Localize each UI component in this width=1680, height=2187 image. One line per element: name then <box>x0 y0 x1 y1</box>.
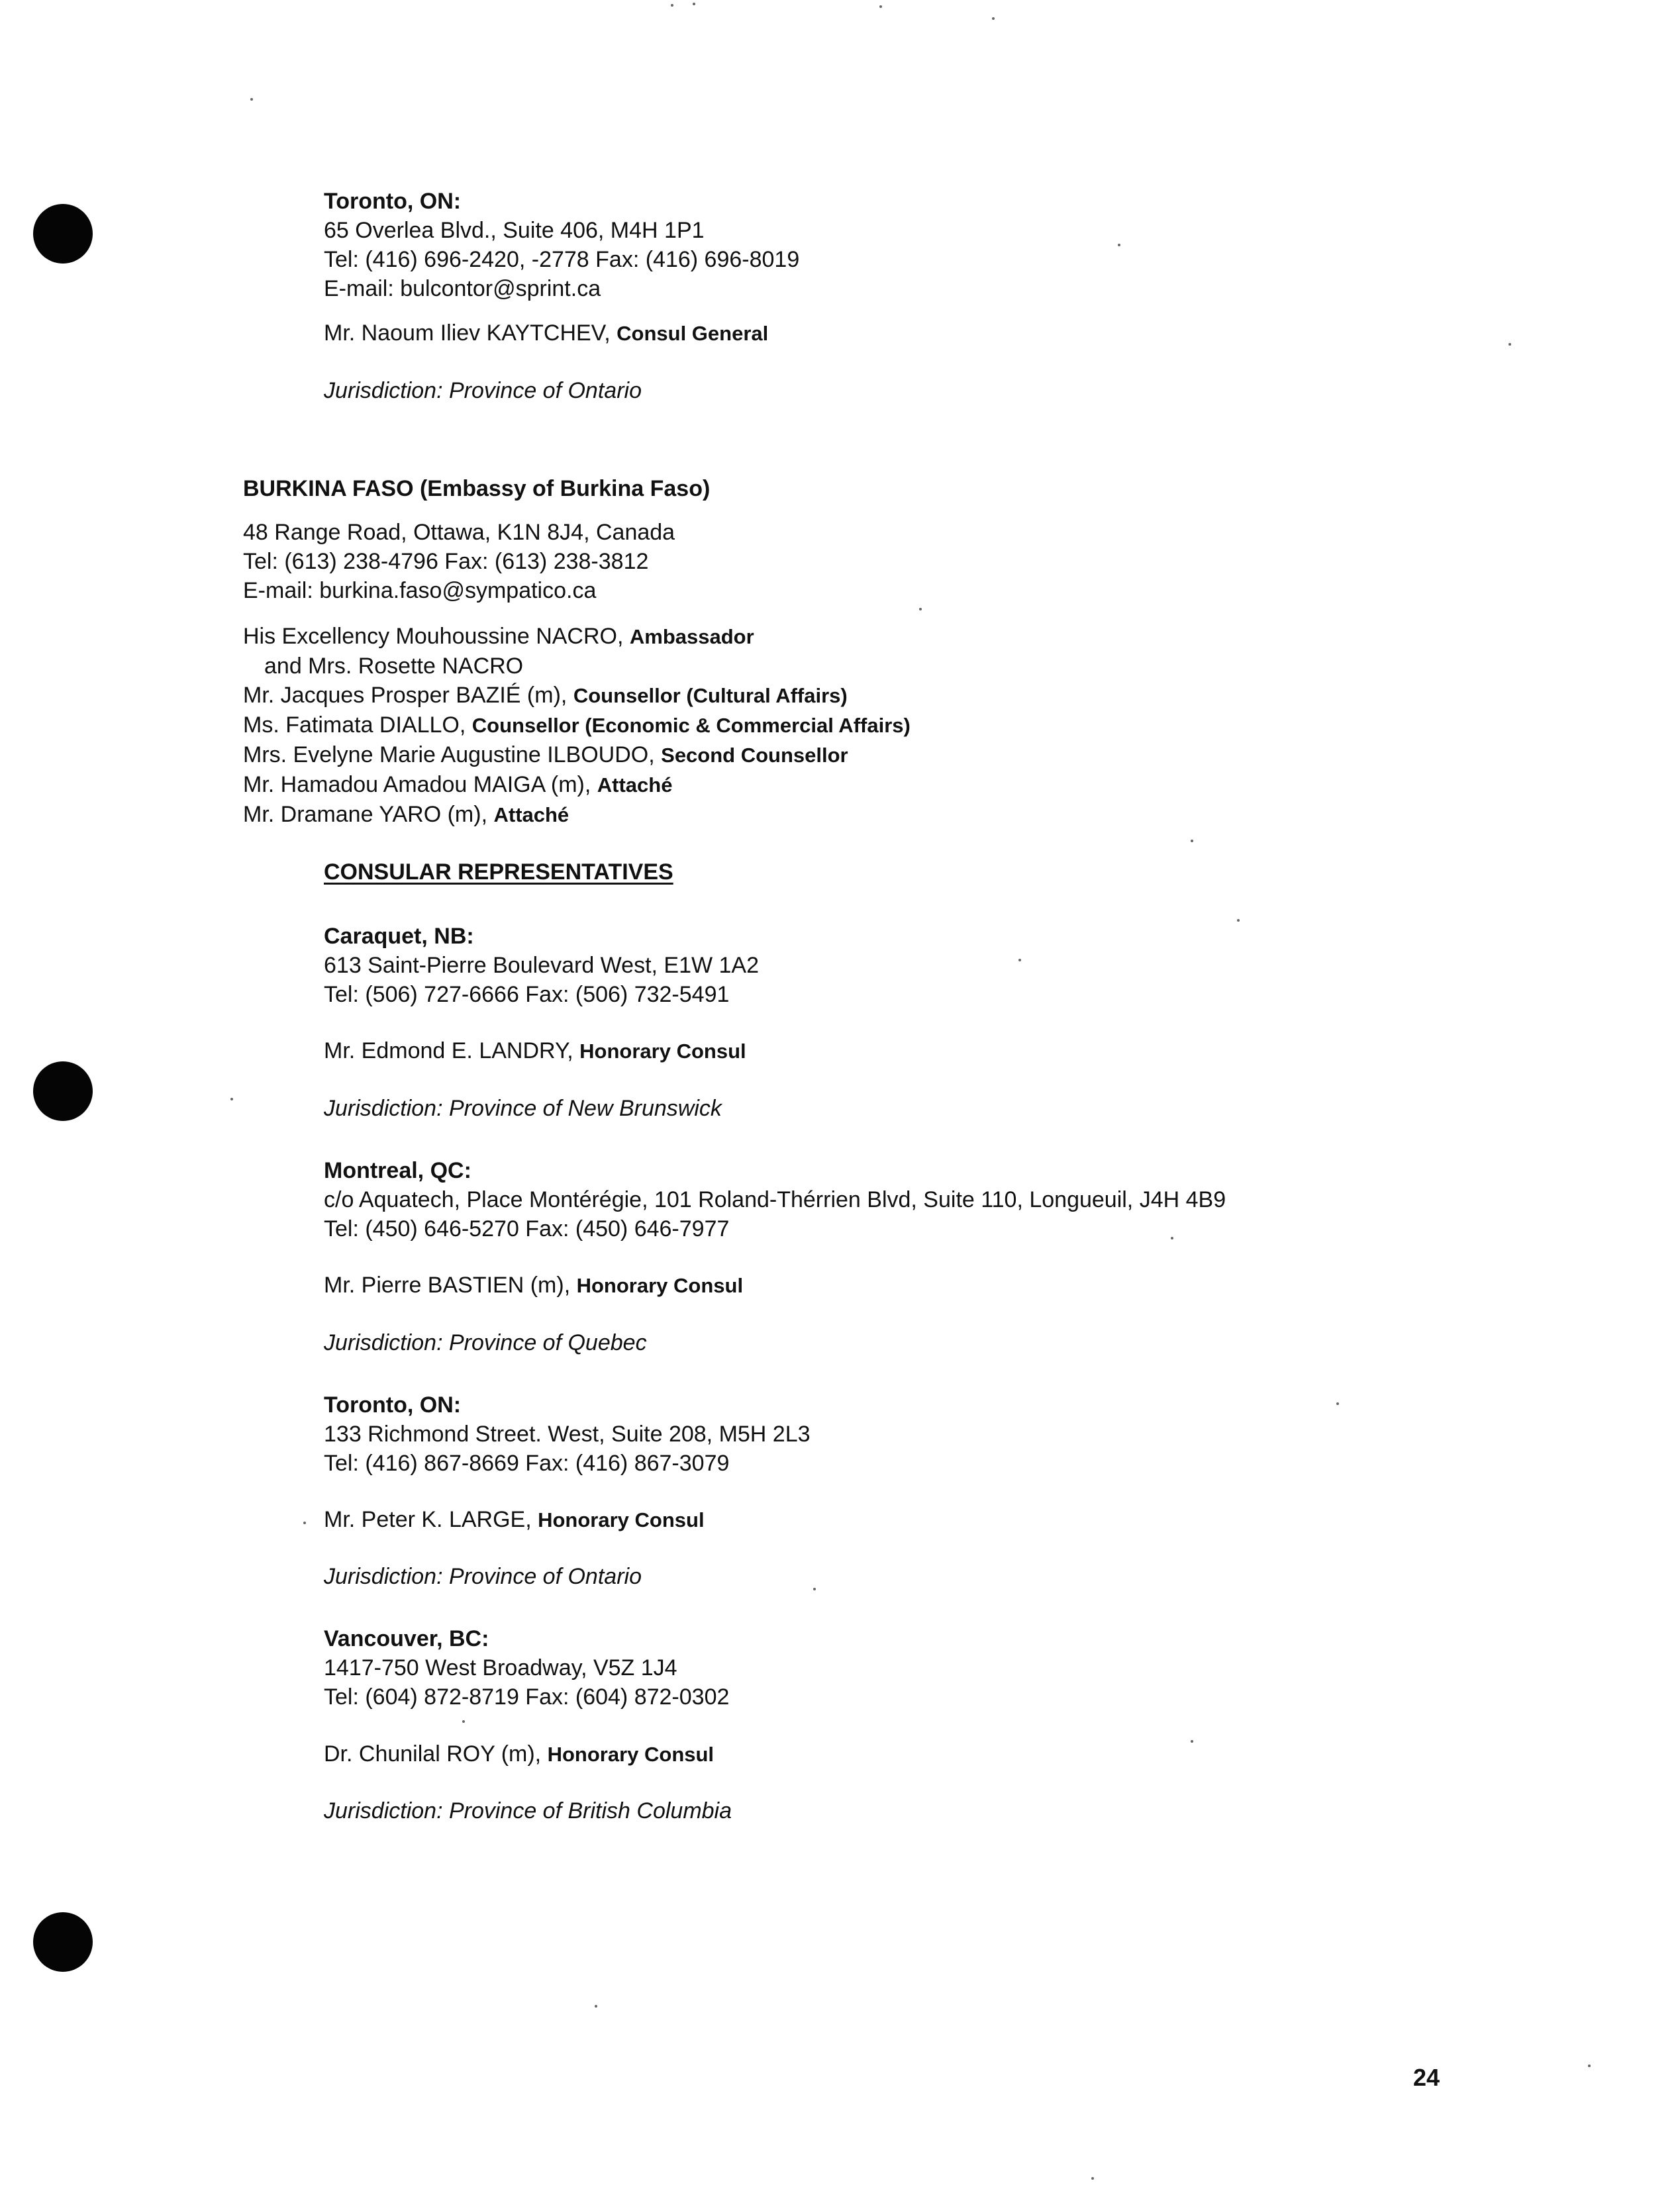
embassy-contact <box>243 518 675 605</box>
city-heading: Montreal, QC: <box>324 1158 471 1183</box>
representative <box>324 1505 705 1535</box>
city-heading: Toronto, ON: <box>324 1392 462 1418</box>
city-heading: Caraquet, NB: <box>324 924 474 949</box>
address: 133 Richmond Street. West, Suite 208, M5H 2L3 <box>324 1422 811 1447</box>
staff-name: Ms. Fatimata DIALLO, <box>243 712 466 738</box>
staff-name: Mr. Hamadou Amadou MAIGA (m), <box>243 772 591 797</box>
city-heading: Vancouver, BC: <box>324 1626 489 1651</box>
staff-title: Attaché <box>597 773 673 797</box>
staff-title: Ambassador <box>629 625 754 648</box>
binder-hole-top <box>33 204 93 264</box>
address: c/o Aquatech, Place Montérégie, 101 Roland-Thérrien Blvd, Suite 110, Longueuil, J4H 4B9 <box>324 1187 1226 1212</box>
staff-row <box>243 800 911 830</box>
toronto-consulate-block <box>324 187 799 303</box>
staff-title: Counsellor (Cultural Affairs) <box>573 684 848 707</box>
tel-fax: Tel: (613) 238-4796 Fax: (613) 238-3812 <box>243 549 649 574</box>
staff-row <box>243 770 911 800</box>
toronto-representative <box>324 318 768 348</box>
binder-hole-bottom <box>33 1912 93 1972</box>
page-number: 24 <box>1413 2064 1440 2091</box>
jurisdiction: Jurisdiction: Province of Ontario <box>324 378 642 403</box>
rep-title: Honorary Consul <box>547 1743 715 1766</box>
staff-name: Mrs. Evelyne Marie Augustine ILBOUDO, <box>243 742 655 767</box>
rep-name: Mr. Pierre BASTIEN (m), <box>324 1273 571 1298</box>
jurisdiction: Jurisdiction: Province of New Brunswick <box>324 1096 722 1121</box>
binder-hole-middle <box>33 1061 93 1121</box>
city-heading: Toronto, ON: <box>324 189 462 214</box>
consulate-block-vancouver <box>324 1624 729 1712</box>
rep-title: Honorary Consul <box>538 1508 705 1531</box>
representative <box>324 1036 746 1066</box>
consulate-block-toronto <box>324 1390 811 1478</box>
tel-fax: Tel: (416) 867-8669 Fax: (416) 867-3079 <box>324 1451 730 1476</box>
jurisdiction: Jurisdiction: Province of Quebec <box>324 1330 647 1355</box>
staff-title: Attaché <box>493 803 569 826</box>
staff-row <box>243 740 911 770</box>
tel-fax: Tel: (450) 646-5270 Fax: (450) 646-7977 <box>324 1216 730 1241</box>
address: 48 Range Road, Ottawa, K1N 8J4, Canada <box>243 520 675 545</box>
rep-name: Mr. Edmond E. LANDRY, <box>324 1038 573 1063</box>
staff-row <box>243 710 911 740</box>
embassy-staff-list <box>243 622 911 830</box>
email: E-mail: burkina.faso@sympatico.ca <box>243 578 597 603</box>
rep-name: Mr. Naoum Iliev KAYTCHEV, <box>324 320 611 346</box>
consulate-block-caraquet <box>324 922 759 1009</box>
staff-title: Second Counsellor <box>661 744 848 767</box>
email: E-mail: bulcontor@sprint.ca <box>324 276 601 301</box>
staff-row <box>243 652 911 681</box>
jurisdiction: Jurisdiction: Province of British Columbia <box>324 1798 732 1823</box>
tel-fax: Tel: (506) 727-6666 Fax: (506) 732-5491 <box>324 982 730 1007</box>
representative <box>324 1739 714 1769</box>
address: 65 Overlea Blvd., Suite 406, M4H 1P1 <box>324 218 705 243</box>
section-heading-consular: CONSULAR REPRESENTATIVES <box>324 859 673 885</box>
staff-row <box>243 681 911 710</box>
rep-title: Honorary Consul <box>576 1274 744 1297</box>
address: 613 Saint-Pierre Boulevard West, E1W 1A2 <box>324 953 760 978</box>
staff-name: Mr. Jacques Prosper BAZIÉ (m), <box>243 683 568 708</box>
staff-name: and Mrs. Rosette NACRO <box>264 654 524 679</box>
representative <box>324 1271 743 1300</box>
rep-title: Consul General <box>617 322 769 345</box>
address: 1417-750 West Broadway, V5Z 1J4 <box>324 1655 677 1680</box>
staff-title: Counsellor (Economic & Commercial Affairs) <box>471 714 911 737</box>
staff-row <box>243 622 911 652</box>
staff-name: His Excellency Mouhoussine NACRO, <box>243 624 624 649</box>
rep-name: Mr. Peter K. LARGE, <box>324 1507 532 1532</box>
rep-name: Dr. Chunilal ROY (m), <box>324 1741 542 1767</box>
jurisdiction: Jurisdiction: Province of Ontario <box>324 1564 642 1589</box>
consulate-block-montreal <box>324 1156 1226 1243</box>
tel-fax: Tel: (416) 696-2420, -2778 Fax: (416) 696-8019 <box>324 247 800 272</box>
staff-name: Mr. Dramane YARO (m), <box>243 802 488 827</box>
country-heading: BURKINA FASO (Embassy of Burkina Faso) <box>243 476 711 501</box>
rep-title: Honorary Consul <box>579 1040 746 1063</box>
tel-fax: Tel: (604) 872-8719 Fax: (604) 872-0302 <box>324 1684 730 1710</box>
